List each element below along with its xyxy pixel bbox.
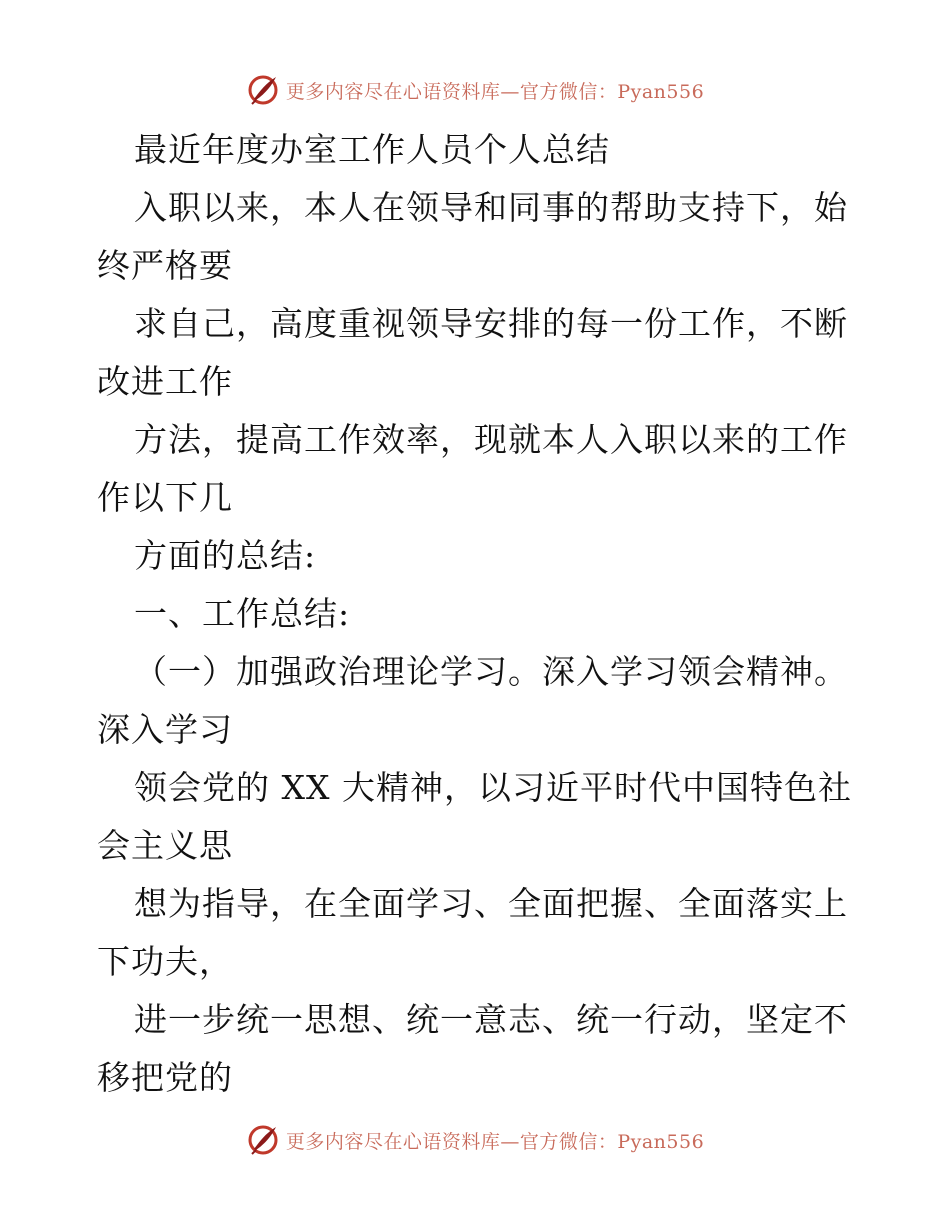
document-title: 最近年度办室工作人员个人总结 xyxy=(134,130,610,169)
paragraph-line: 方法，提高工作效率，现就本人入职以来的工作 xyxy=(134,420,848,459)
feather-logo-icon xyxy=(246,1123,280,1157)
watermark-text: 更多内容尽在心语资料库—官方微信：Pyan556 xyxy=(285,1130,705,1153)
paragraph-line: 进一步统一思想、统一意志、统一行动，坚定不 xyxy=(134,1000,848,1039)
paragraph-line: 想为指导，在全面学习、全面把握、全面落实上 xyxy=(134,884,848,923)
paragraph-line: 下功夫， xyxy=(97,942,233,981)
paragraph-line: 方面的总结: xyxy=(134,536,317,575)
section-heading: 一、工作总结: xyxy=(134,594,351,633)
paragraph-line: 求自己，高度重视领导安排的每一份工作，不断 xyxy=(134,304,848,343)
paragraph-line: 作以下几 xyxy=(97,478,233,517)
paragraph-line: 会主义思 xyxy=(97,826,233,865)
paragraph-line: 入职以来，本人在领导和同事的帮助支持下，始 xyxy=(134,188,848,227)
feather-logo-icon xyxy=(246,73,280,107)
paragraph-line: 终严格要 xyxy=(97,246,233,285)
watermark-text: 更多内容尽在心语资料库—官方微信：Pyan556 xyxy=(285,80,705,103)
watermark-banner-top xyxy=(0,70,950,110)
paragraph-line: 移把党的 xyxy=(97,1058,233,1097)
subsection-heading: （一）加强政治理论学习。深入学习领会精神。 xyxy=(134,652,848,691)
paragraph-line: 领会党的 XX 大精神，以习近平时代中国特色社 xyxy=(134,768,852,807)
paragraph-line: 改进工作 xyxy=(97,362,233,401)
watermark-banner-bottom xyxy=(0,1120,950,1160)
paragraph-line: 深入学习 xyxy=(97,710,233,749)
